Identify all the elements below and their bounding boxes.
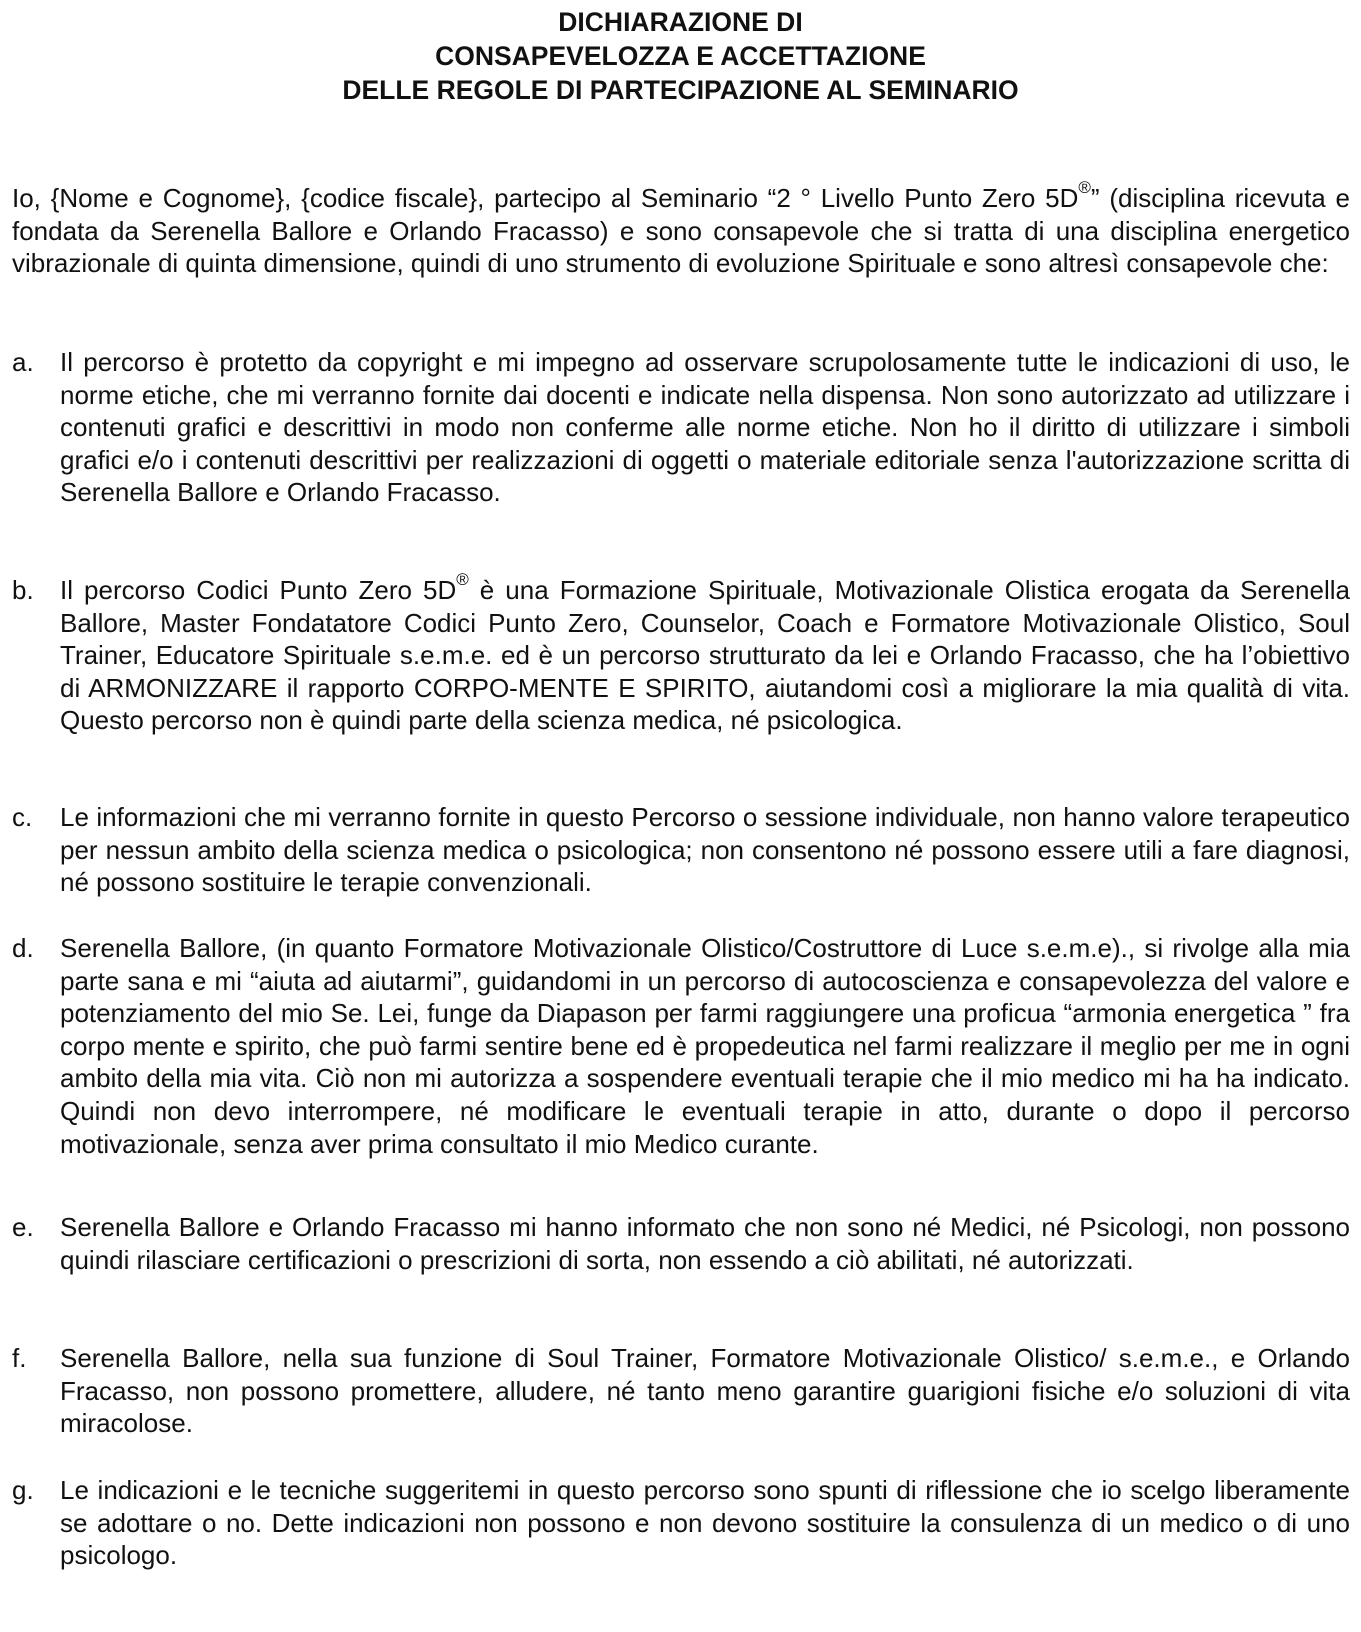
list-item-letter: c. — [12, 802, 33, 832]
list-item-text — [60, 570, 1350, 737]
list-item-d — [12, 932, 1350, 1160]
list-item-b — [12, 570, 1350, 737]
intro-text-start: Io, {Nome e Cognome}, {codice fiscale}, partecipo al Seminario “2 ° Livello Punto Zero 5D — [12, 183, 1079, 213]
list-item-text: Le informazioni che mi verranno fornite in questo Percorso o sessione individuale, non hanno valore terapeutico per nessun ambito della scienza medica o psicologica; non consentono né possono essere utili a fare diagnosi, né possono sostituire le terapie convenzionali. — [60, 802, 1350, 898]
list-item-c — [12, 801, 1350, 899]
list-item-letter: b. — [12, 575, 34, 605]
list-item-text-end: è una Formazione Spirituale, Motivazionale Olistica erogata da Serenella Ballore, Master Fondatatore Codici Punto Zero, Counselor, Coach e Formatore Motivazionale Olistico, Soul Trainer, Educatore Spirituale s.e.m.e. ed è un percorso strutturato da lei e Orlando Fracasso, che ha l’obiettivo di ARMONIZZARE il rapporto CORPO-MENTE E SPIRITO, aiutandomi così a migliorare la mia qualità di vita. Questo percorso non è quindi parte della scienza medica, né psicologica. — [60, 575, 1350, 736]
registered-trademark-mark: ® — [1078, 178, 1091, 198]
list-item-a — [12, 346, 1350, 509]
list-item-f — [12, 1342, 1350, 1440]
document-title-line-3: DELLE REGOLE DI PARTECIPAZIONE AL SEMINARIO — [342, 75, 1019, 105]
list-item-text: Le indicazioni e le tecniche suggeritemi in questo percorso sono spunti di riflessione che io scelgo liberamente se adottare o no. Dette indicazioni non possono e non devono sostituire la consulenza di un medico o di uno psicologo. — [60, 1475, 1350, 1571]
intro-text-end: ” (disciplina ricevuta e fondata da Serenella Ballore e Orlando Fracasso) e sono consapevole che si tratta di una disciplina energetico vibrazionale di quinta dimensione, quindi di uno strumento di evoluzione Spirituale e sono altresì consapevole che: — [12, 183, 1350, 279]
list-item-text: Il percorso è protetto da copyright e mi impegno ad osservare scrupolosamente tutte le indicazioni di uso, le norme etiche, che mi verranno fornite dai docenti e indicate nella dispensa. Non sono autorizzato ad utilizzare i contenuti grafici e descrittivi in modo non conferme alle norme etiche. Non ho il diritto di utilizzare i simboli grafici e/o i contenuti descrittivi per realizzazioni di oggetti o materiale editoriale senza l'autorizzazione scritta di Serenella Ballore e Orlando Fracasso. — [60, 347, 1350, 508]
document-title-line-1: DICHIARAZIONE DI — [558, 7, 803, 37]
list-item-text: Serenella Ballore, nella sua funzione di Soul Trainer, Formatore Motivazionale Olistico/ s.e.m.e., e Orlando Fracasso, non possono promettere, alludere, né tanto meno garantire guarigioni fisiche e/o soluzioni di vita miracolose. — [60, 1343, 1350, 1439]
list-item-letter: e. — [12, 1212, 34, 1242]
list-item-text-start: Il percorso Codici Punto Zero 5D — [60, 575, 457, 605]
list-item-letter: f. — [12, 1343, 27, 1373]
list-item-letter: g. — [12, 1475, 34, 1505]
list-item-e — [12, 1211, 1350, 1276]
document-title-line-2: CONSAPEVELOZZA E ACCETTAZIONE — [435, 41, 926, 71]
intro-paragraph — [12, 178, 1350, 280]
list-item-g — [12, 1474, 1350, 1572]
list-item-letter: d. — [12, 933, 34, 963]
list-item-text: Serenella Ballore e Orlando Fracasso mi hanno informato che non sono né Medici, né Psicologi, non possono quindi rilasciare certificazioni o prescrizioni di sorta, non essendo a ciò abilitati, né autorizzati. — [60, 1212, 1350, 1275]
list-item-text: Serenella Ballore, (in quanto Formatore Motivazionale Olistico/Costruttore di Luce s.e.m.e)., si rivolge alla mia parte sana e mi “aiuta ad aiutarmi”, guidandomi in un percorso di autocoscienza e consapevolezza del valore e potenziamento del mio Se. Lei, funge da Diapason per farmi raggiungere una proficua “armonia energetica ” fra corpo mente e spirito, che può farmi sentire bene ed è propedeutica nel farmi realizzare il meglio per me in ogni ambito della mia vita. Ciò non mi autorizza a sospendere eventuali terapie che il mio medico mi ha ha indicato. Quindi non devo interrompere, né modificare le eventuali terapie in atto, durante o dopo il percorso motivazionale, senza aver prima consultato il mio Medico curante. — [60, 933, 1350, 1159]
list-item-letter: a. — [12, 347, 34, 377]
registered-trademark-mark: ® — [456, 570, 469, 590]
